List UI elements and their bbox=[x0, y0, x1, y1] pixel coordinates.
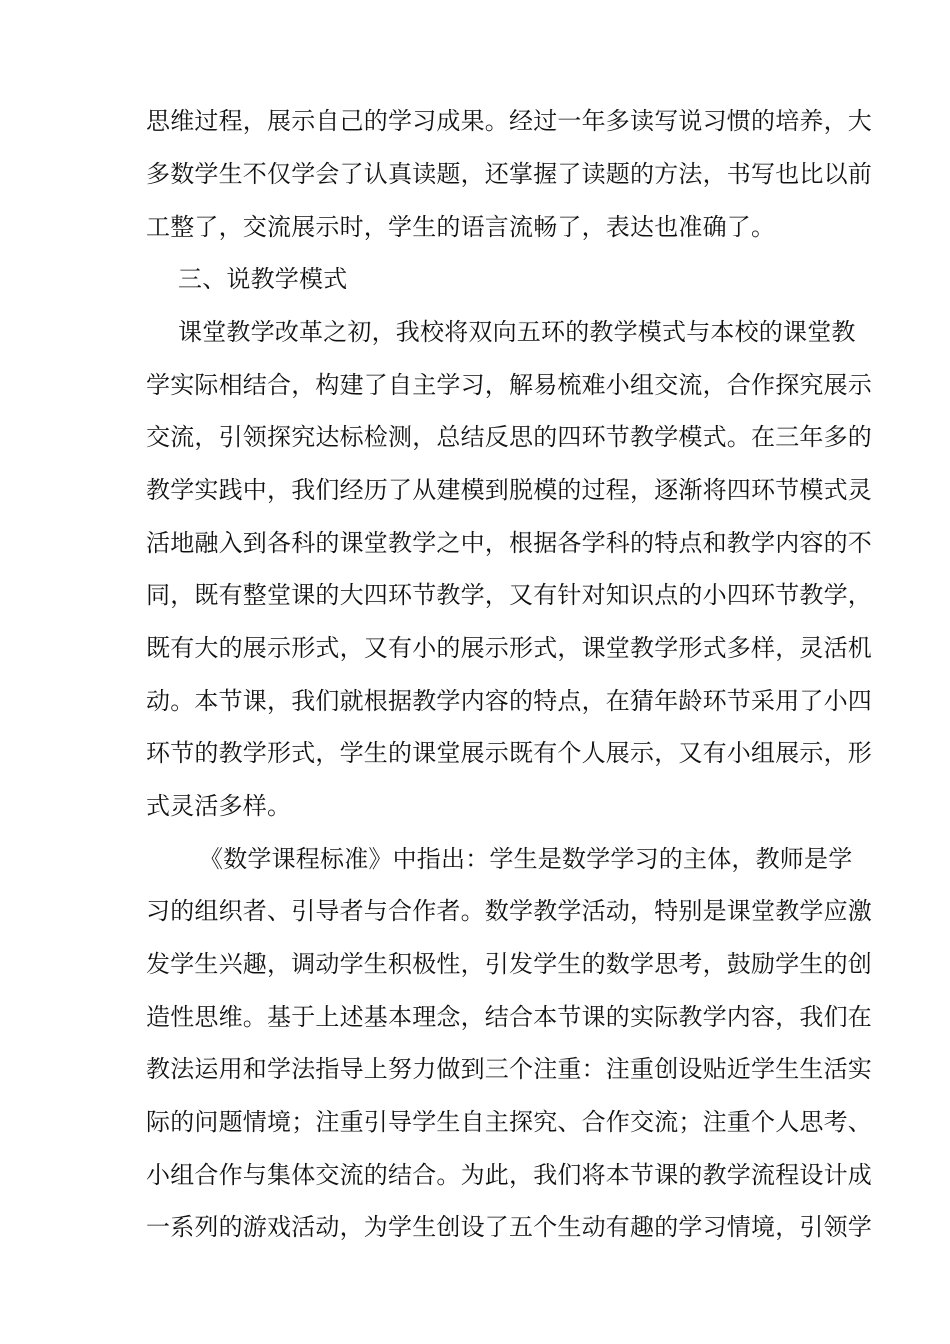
text-line: 工整了，交流展示时，学生的语言流畅了，表达也准确了。 bbox=[146, 213, 776, 241]
text-line: 式灵活多样。 bbox=[146, 792, 292, 820]
text-line: 教学实践中，我们经历了从建模到脱模的过程，逐渐将四环节模式灵 bbox=[146, 476, 872, 504]
text-line: 一系列的游戏活动，为学生创设了五个生动有趣的学习情境，引领学 bbox=[146, 1213, 872, 1241]
text-line: 小组合作与集体交流的结合。为此，我们将本节课的教学流程设计成 bbox=[146, 1161, 872, 1189]
paragraph-first-line: 课堂教学改革之初，我校将双向五环的教学模式与本校的课堂教 bbox=[178, 318, 856, 346]
text-line: 同，既有整堂课的大四环节教学，又有针对知识点的小四环节教学， bbox=[146, 581, 872, 609]
text-line: 既有大的展示形式，又有小的展示形式，课堂教学形式多样，灵活机 bbox=[146, 634, 872, 662]
text-line: 学实际相结合，构建了自主学习，解易梳难小组交流，合作探究展示 bbox=[146, 371, 872, 399]
paragraph-first-line: 《数学课程标准》中指出：学生是数学学习的主体，教师是学 bbox=[199, 845, 853, 873]
text-line: 发学生兴趣，调动学生积极性，引发学生的数学思考，鼓励学生的创 bbox=[146, 950, 872, 978]
text-line: 际的问题情境；注重引导学生自主探究、合作交流；注重个人思考、 bbox=[146, 1108, 872, 1136]
text-line: 交流，引领探究达标检测，总结反思的四环节教学模式。在三年多的 bbox=[146, 423, 872, 451]
section-heading: 三、说教学模式 bbox=[178, 265, 348, 293]
text-line: 造性思维。基于上述基本理念，结合本节课的实际教学内容，我们在 bbox=[146, 1003, 872, 1031]
text-line: 动。本节课，我们就根据教学内容的特点，在猜年龄环节采用了小四 bbox=[146, 687, 872, 715]
text-line: 活地融入到各科的课堂教学之中，根据各学科的特点和教学内容的不 bbox=[146, 529, 872, 557]
text-line: 教法运用和学法指导上努力做到三个注重：注重创设贴近学生生活实 bbox=[146, 1055, 872, 1083]
text-line: 思维过程，展示自己的学习成果。经过一年多读写说习惯的培养，大 bbox=[146, 107, 872, 135]
text-line: 多数学生不仅学会了认真读题，还掌握了读题的方法，书写也比以前 bbox=[146, 160, 872, 188]
text-line: 习的组织者、引导者与合作者。数学教学活动，特别是课堂教学应激 bbox=[146, 897, 872, 925]
text-line: 环节的教学形式，学生的课堂展示既有个人展示，又有小组展示，形 bbox=[146, 739, 872, 767]
